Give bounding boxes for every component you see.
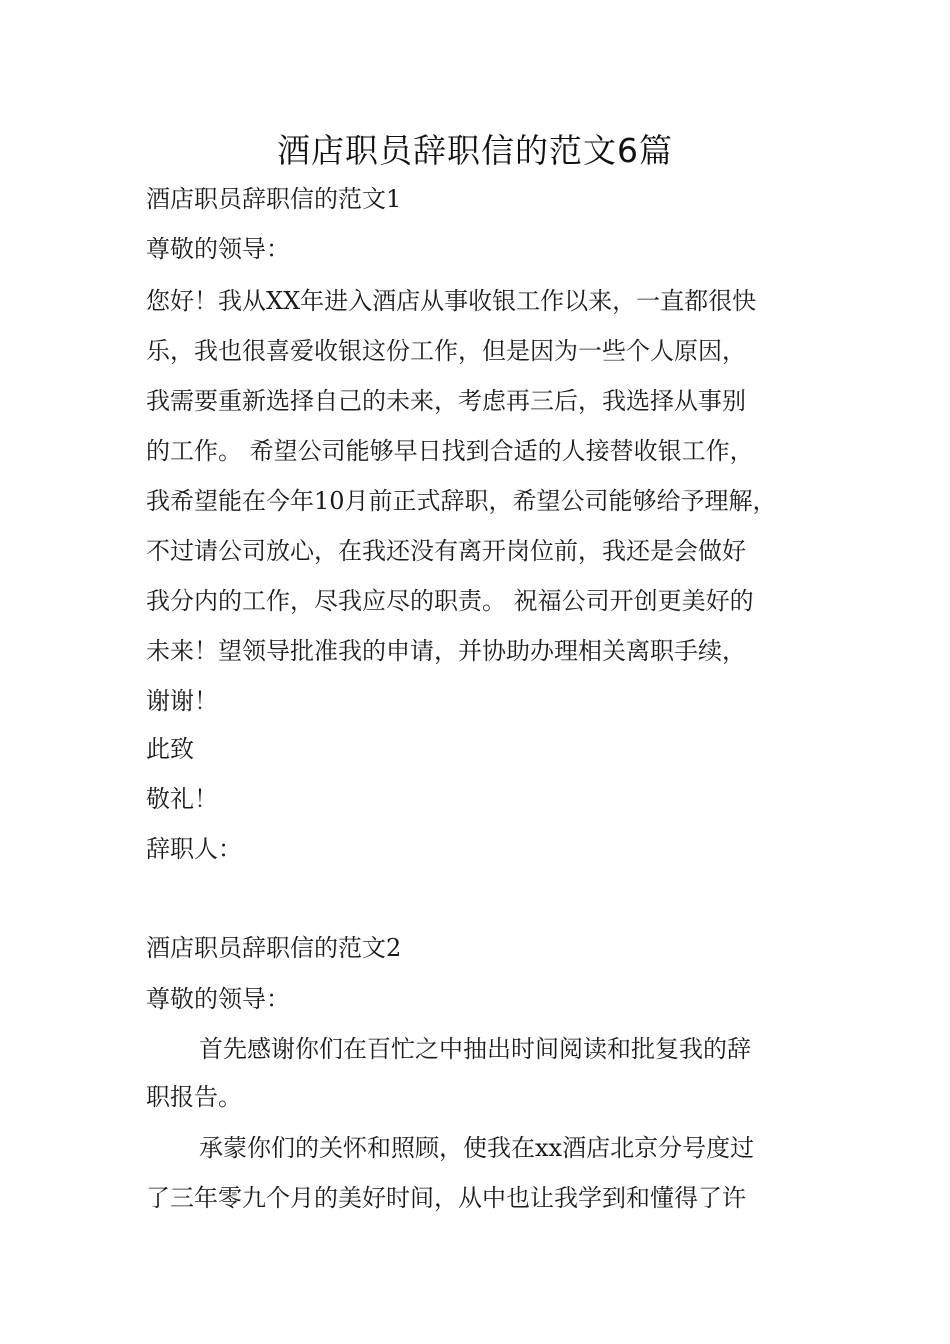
letter2-paragraph1-line: 首先感谢你们在百忙之中抽出时间阅读和批复我的辞	[199, 1035, 751, 1063]
letter2-salutation: 尊敬的领导：	[146, 985, 290, 1013]
letter2-paragraph2-line: 了三年零九个月的美好时间，从中也让我学到和懂得了许	[146, 1184, 746, 1212]
letter2-paragraph1-line: 职报告。	[146, 1083, 242, 1111]
letter1-closing-line: 此致	[146, 735, 194, 763]
letter2-paragraph2-line: 承蒙你们的关怀和照顾，使我在xx酒店北京分号度过	[199, 1134, 755, 1162]
letter2-heading: 酒店职员辞职信的范文2	[146, 934, 402, 962]
letter1-body-line: 我分内的工作，尽我应尽的职责。 祝福公司开创更美好的	[146, 587, 754, 615]
letter1-salutation: 尊敬的领导：	[146, 235, 290, 263]
letter1-body-line: 乐，我也很喜爱收银这份工作，但是因为一些个人原因，	[146, 337, 746, 365]
letter1-body-line: 未来！望领导批准我的申请，并协助办理相关离职手续，	[146, 637, 746, 665]
letter1-body-line: 谢谢！	[146, 687, 218, 715]
letter1-closing-salute: 敬礼！	[146, 785, 218, 813]
letter1-body-line: 的工作。 希望公司能够早日找到合适的人接替收银工作，	[146, 437, 754, 465]
letter1-body-line: 我需要重新选择自己的未来，考虑再三后，我选择从事别	[146, 387, 746, 415]
letter1-body-line: 您好！我从XX年进入酒店从事收银工作以来，一直都很快	[146, 287, 757, 315]
letter1-body-line: 我希望能在今年10月前正式辞职，希望公司能够给予理解，	[146, 487, 777, 515]
document-title: 酒店职员辞职信的范文6篇	[277, 131, 673, 170]
letter1-signature: 辞职人：	[146, 835, 242, 863]
letter1-body-line: 不过请公司放心，在我还没有离开岗位前，我还是会做好	[146, 537, 746, 565]
letter1-heading: 酒店职员辞职信的范文1	[146, 185, 402, 213]
